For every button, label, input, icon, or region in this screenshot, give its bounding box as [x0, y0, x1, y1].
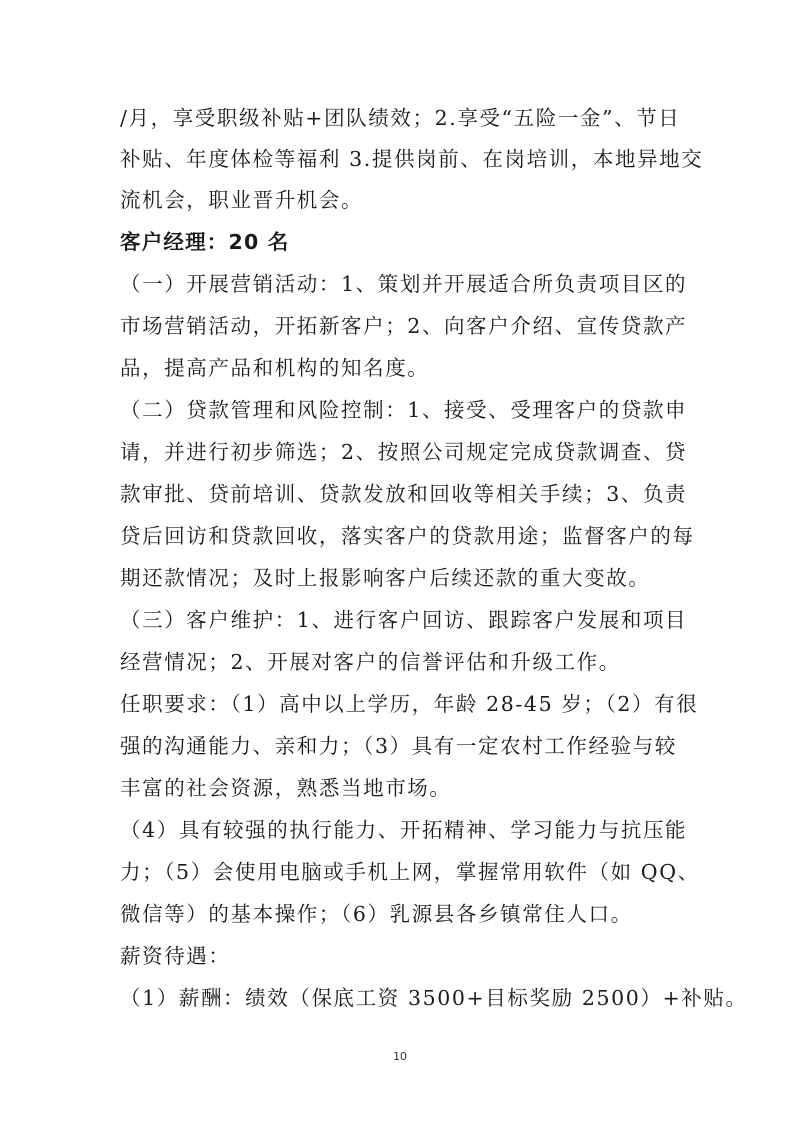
- page-number: 10: [393, 1050, 407, 1063]
- paragraph-line: （二）贷款管理和风险控制：1、接受、受理客户的贷款申: [120, 398, 688, 422]
- intro-line-2: 补贴、年度体检等福利 3.提供岗前、在岗培训，本地异地交: [120, 147, 704, 171]
- paragraph-line: （1）薪酬：绩效（保底工资 3500+目标奖励 2500）+补贴。: [120, 986, 748, 1010]
- paragraph-line: 期还款情况；及时上报影响客户后续还款的重大变故。: [120, 566, 651, 590]
- intro-line-1: /月，享受职级补贴+团队绩效；2.享受“五险一金”、节日: [120, 106, 681, 130]
- paragraph-line: 任职要求：（1）高中以上学历，年龄 28-45 岁；（2）有很: [120, 692, 699, 716]
- paragraph-line: （4）具有较强的执行能力、开拓精神、学习能力与抗压能: [120, 818, 688, 842]
- paragraph-line: 薪资待遇：: [120, 944, 231, 968]
- paragraph-line: 丰富的社会资源，熟悉当地市场。: [120, 776, 452, 800]
- paragraph-line: 微信等）的基本操作；（6）乳源县各乡镇常住人口。: [120, 902, 633, 926]
- intro-line-3: 流机会，职业晋升机会。: [120, 188, 364, 212]
- paragraph-line: 款审批、贷前培训、贷款发放和回收等相关手续；3、负责: [120, 482, 688, 506]
- paragraph-line: 请，并进行初步筛选；2、按照公司规定完成贷款调查、贷: [120, 440, 688, 464]
- paragraph-line: 经营情况；2、开展对客户的信誉评估和升级工作。: [120, 650, 621, 674]
- paragraph-line: （一）开展营销活动：1、策划并开展适合所负责项目区的: [120, 272, 688, 296]
- paragraph-line: 强的沟通能力、亲和力；（3）具有一定农村工作经验与较: [120, 734, 677, 758]
- paragraph-line: 品，提高产品和机构的知名度。: [120, 356, 430, 380]
- paragraph-line: 市场营销活动，开拓新客户；2、向客户介绍、宣传贷款产: [120, 314, 688, 338]
- paragraph-line: 力；（5）会使用电脑或手机上网，掌握常用软件（如 QQ、: [120, 860, 700, 884]
- paragraph-line: （三）客户维护：1、进行客户回访、跟踪客户发展和项目: [120, 608, 688, 632]
- paragraph-line: 贷后回访和贷款回收，落实客户的贷款用途；监督客户的每: [120, 524, 695, 548]
- section-heading: 客户经理：20 名: [120, 230, 290, 254]
